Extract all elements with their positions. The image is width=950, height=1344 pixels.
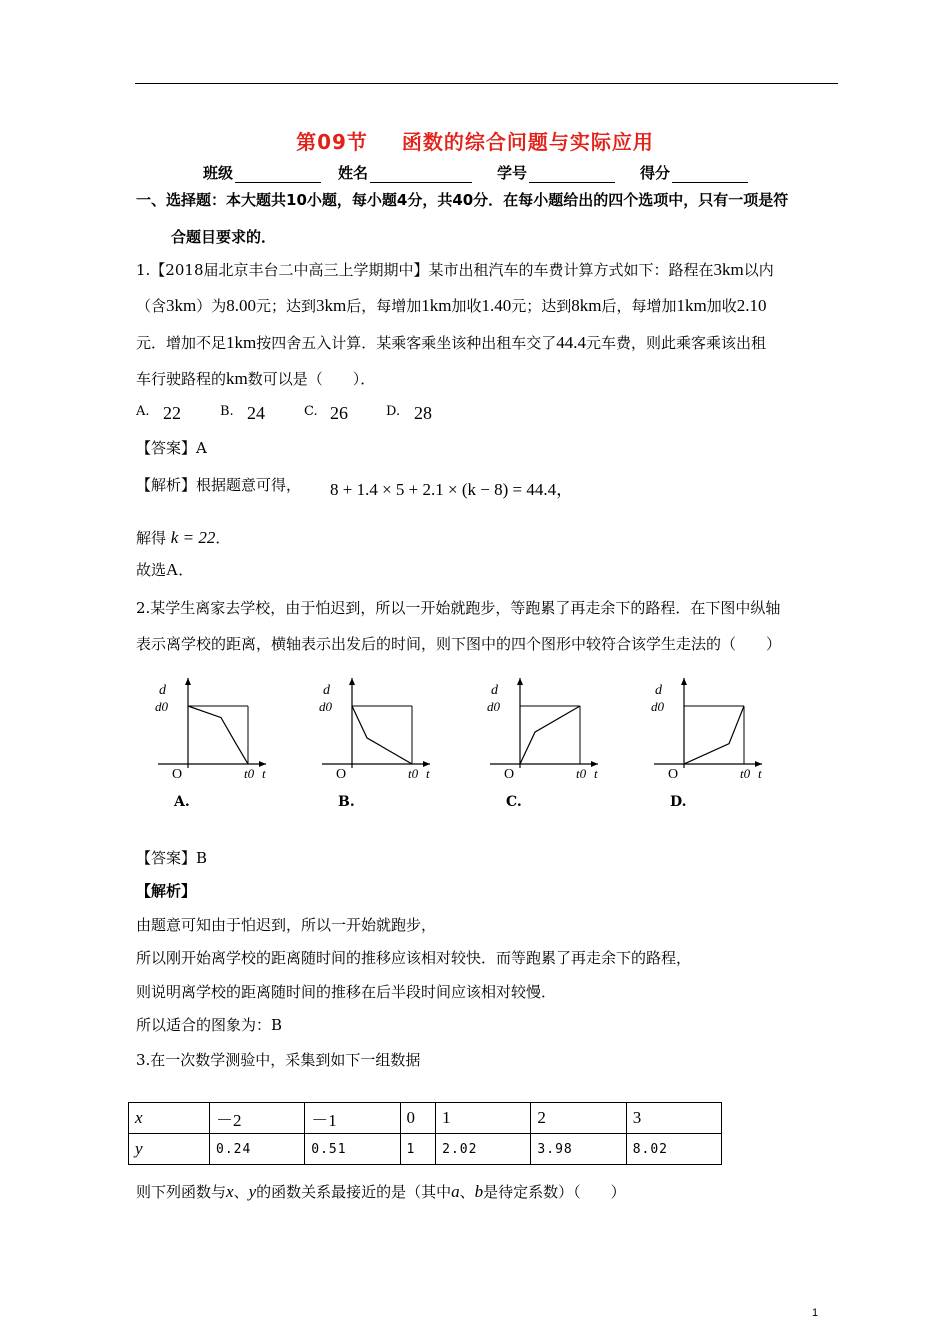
part1-instruction-cont: 合题目要求的． — [171, 228, 277, 246]
table-cell: 1 — [400, 1134, 436, 1165]
axis-label-t0: t0 — [408, 766, 419, 781]
axis-label-d0: d0 — [319, 699, 332, 714]
table-cell: 1 — [436, 1103, 531, 1134]
field-student-id: 学号 — [497, 162, 615, 183]
q3-line2: 则下列函数与x、y的函数关系最接近的是（其中a、b是待定系数）（ ） — [136, 1182, 626, 1201]
q2-analysis-label: 【解析】 — [136, 882, 197, 900]
q1-option-b-value: 24 — [247, 403, 265, 423]
table-row-x — [129, 1103, 722, 1134]
page-title — [0, 126, 950, 155]
table-cell: 0.24 — [210, 1134, 305, 1165]
q1-option-c-label: C. — [304, 404, 318, 419]
table-row-y — [129, 1134, 722, 1165]
graph-d — [646, 676, 764, 814]
table-cell: －2 — [210, 1103, 305, 1134]
q1-solve: 解得 k = 22． — [136, 528, 231, 547]
header-rule — [135, 83, 838, 84]
axis-label-origin: O — [172, 767, 183, 782]
distance-curve — [684, 706, 744, 764]
axis-label-d0: d0 — [651, 699, 664, 714]
table-cell: －1 — [305, 1103, 400, 1134]
q1-option-b-label: B. — [220, 404, 234, 419]
q2-analysis-1: 由题意可知由于怕迟到，所以一开始就跑步， — [136, 916, 437, 934]
axis-label-d: d — [323, 683, 330, 698]
y-axis-arrow — [517, 678, 523, 685]
axis-label-d0: d0 — [487, 699, 500, 714]
q1-line3: 元．增加不足1km按四舍五入计算．某乘客乘坐该种出租车交了44.4元车费，则此乘客乘该出租 — [136, 333, 767, 352]
axis-label-t: t — [758, 766, 762, 781]
axis-label-t: t — [262, 766, 266, 781]
table-cell: 3.98 — [531, 1134, 626, 1165]
table-header-y: y — [129, 1134, 210, 1165]
graph-option-label: D. — [670, 794, 687, 810]
table-cell: 2.02 — [436, 1134, 531, 1165]
table-cell: 3 — [626, 1103, 721, 1134]
axis-label-origin: O — [668, 767, 679, 782]
q3-line1: 3.在一次数学测验中，采集到如下一组数据 — [136, 1051, 421, 1069]
q1-analysis-label: 【解析】根据题意可得， — [136, 476, 302, 494]
page-number: 1 — [812, 1307, 819, 1319]
q1-choose: 故选A． — [136, 560, 194, 579]
q1-line4: 车行驶路程的km数可以是（ ）． — [136, 369, 376, 388]
q2-answer: 【答案】B — [136, 849, 208, 867]
y-axis-arrow — [185, 678, 191, 685]
table-cell: 0 — [400, 1103, 436, 1134]
q1-option-a-label: A. — [136, 404, 150, 419]
section-topic: 函数的综合问题与实际应用 — [401, 130, 654, 154]
axis-label-d: d — [159, 683, 166, 698]
axis-label-t: t — [426, 766, 430, 781]
axis-label-d: d — [491, 683, 498, 698]
section-number: 第09节 — [296, 130, 368, 154]
graph-c — [482, 676, 600, 814]
graph-option-label: C. — [506, 794, 522, 810]
axis-label-d0: d0 — [155, 699, 168, 714]
table-cell: 2 — [531, 1103, 626, 1134]
axis-label-t0: t0 — [244, 766, 255, 781]
axis-label-t0: t0 — [576, 766, 587, 781]
graph-a — [150, 676, 268, 814]
axis-label-origin: O — [336, 767, 347, 782]
q1-option-c-value: 26 — [330, 403, 348, 423]
q1-option-a-value: 22 — [163, 403, 181, 423]
axis-label-t0: t0 — [740, 766, 751, 781]
graph-option-label: A. — [174, 794, 190, 810]
q2-analysis-2: 所以刚开始离学校的距离随时间的推移应该相对较快．而等跑累了再走余下的路程， — [136, 949, 692, 967]
distance-curve — [520, 706, 580, 764]
q2-line1: 2.某学生离家去学校，由于怕迟到，所以一开始就跑步，等跑累了再走余下的路程．在下图中纵轴 — [136, 599, 781, 617]
distance-curve — [352, 706, 412, 764]
q2-analysis-3: 则说明离学校的距离随时间的推移在后半段时间应该相对较慢． — [136, 983, 557, 1001]
axis-label-d: d — [655, 683, 662, 698]
q1-option-d-value: 28 — [414, 403, 432, 423]
field-score: 得分 — [640, 162, 748, 183]
q2-line2: 表示离学校的距离，横轴表示出发后的时间，则下图中的四个图形中较符合该学生走法的（ ） — [136, 635, 782, 653]
y-axis-arrow — [349, 678, 355, 685]
table-cell: 0.51 — [305, 1134, 400, 1165]
q1-equation: 8 + 1.4 × 5 + 2.1 × (k − 8) = 44.4， — [330, 480, 574, 499]
q1-line2: （含3km）为8.00元；达到3km后，每增加1km加收1.40元；达到8km后，每增加1km加收2.10 — [136, 296, 767, 315]
field-class: 班级 — [203, 162, 321, 183]
field-name: 姓名 — [338, 162, 472, 183]
graph-b — [314, 676, 432, 814]
q1-answer: 【答案】A — [136, 439, 207, 457]
q1-option-d-label: D. — [386, 404, 401, 419]
q2-analysis-4: 所以适合的图象为：B — [136, 1016, 283, 1034]
part1-instruction: 一、选择题：本大题共10小题，每小题4分，共40分．在每小题给出的四个选项中，只有一项是符 — [136, 191, 789, 209]
distance-curve — [188, 706, 248, 764]
table-cell: 8.02 — [626, 1134, 721, 1165]
y-axis-arrow — [681, 678, 687, 685]
axis-label-origin: O — [504, 767, 515, 782]
q1-line1: 1.【2018届北京丰台二中高三上学期期中】某市出租汽车的车费计算方式如下：路程在3km以内 — [136, 260, 774, 279]
data-table — [128, 1102, 722, 1165]
axis-label-t: t — [594, 766, 598, 781]
graph-option-label: B. — [338, 794, 355, 810]
table-header-x: x — [129, 1103, 210, 1134]
